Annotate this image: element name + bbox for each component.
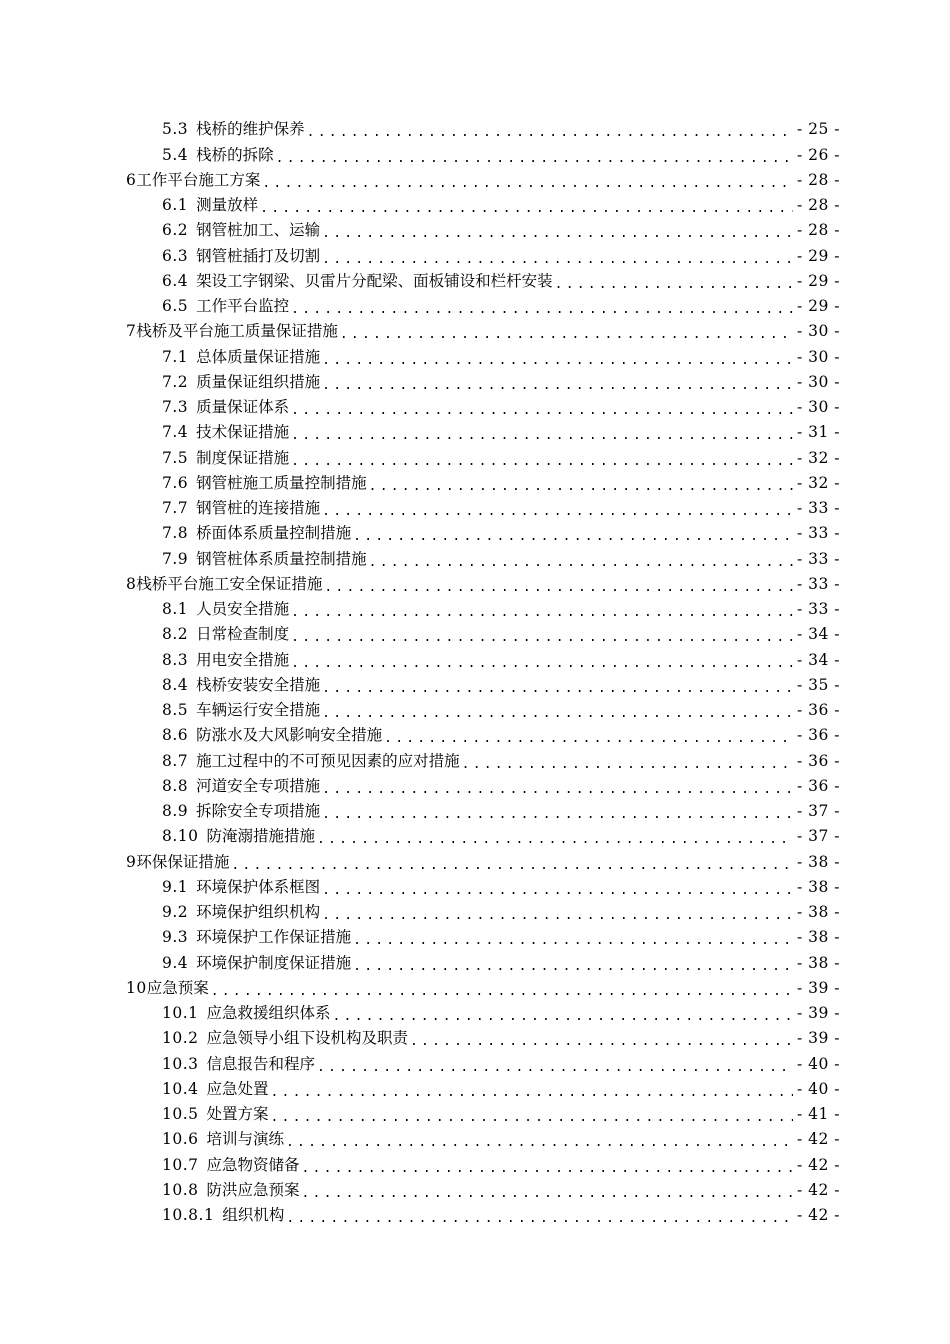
toc-entry-number: 9 bbox=[126, 852, 137, 871]
toc-entry-number: 10.5 bbox=[162, 1105, 199, 1123]
toc-entry-number: 8.4 bbox=[162, 675, 189, 694]
toc-entry-title: 防淹溺措施措施 bbox=[206, 827, 316, 846]
toc-entry-number: 7.2 bbox=[162, 372, 189, 391]
toc-entry-page-number: - 33 - bbox=[796, 549, 840, 568]
toc-entry-title: 桥面体系质量控制措施 bbox=[196, 524, 352, 543]
toc-entry-title: 河道安全专项措施 bbox=[196, 776, 321, 795]
toc-dot-leader bbox=[211, 983, 793, 1001]
toc-dot-leader bbox=[322, 352, 793, 370]
toc-dot-leader bbox=[276, 150, 793, 168]
toc-section-entry[interactable] bbox=[126, 1127, 840, 1152]
toc-entry-number: 7 bbox=[126, 322, 137, 341]
toc-entry-number: 8 bbox=[126, 574, 137, 593]
toc-entry-number: 6.1 bbox=[162, 196, 189, 214]
toc-entry-number: 8.2 bbox=[162, 625, 189, 644]
toc-entry-number: 7.3 bbox=[162, 398, 189, 416]
toc-entry-title: 质量保证体系 bbox=[196, 398, 290, 416]
toc-section-entry[interactable] bbox=[126, 1077, 840, 1102]
toc-chapter-entry[interactable] bbox=[126, 168, 840, 193]
toc-entry-number: 7.1 bbox=[162, 347, 189, 366]
toc-dot-leader bbox=[286, 1210, 793, 1228]
toc-entry-number: 8.5 bbox=[162, 701, 189, 719]
toc-entry-number: 9.2 bbox=[162, 903, 189, 921]
toc-section-entry[interactable] bbox=[126, 647, 840, 672]
toc-entry-title: 钢管桩施工质量控制措施 bbox=[196, 473, 367, 492]
toc-dot-leader bbox=[340, 326, 793, 344]
toc-dot-leader bbox=[271, 1109, 793, 1127]
toc-section-entry[interactable] bbox=[126, 824, 840, 849]
toc-entry-page-number: - 30 - bbox=[796, 322, 840, 341]
toc-section-entry[interactable] bbox=[126, 1178, 840, 1203]
toc-entry-page-number: - 36 - bbox=[796, 701, 840, 719]
toc-entry-number: 8.8 bbox=[162, 776, 189, 795]
toc-entry-title: 测量放样 bbox=[196, 196, 259, 214]
toc-entry-title: 人员安全措施 bbox=[196, 600, 290, 618]
toc-entry-page-number: - 28 - bbox=[796, 170, 840, 189]
toc-section-entry[interactable] bbox=[126, 748, 840, 773]
toc-entry-number: 8.6 bbox=[162, 726, 189, 745]
toc-entry-page-number: - 38 - bbox=[796, 928, 840, 947]
toc-entry-title: 栈桥的维护保养 bbox=[196, 120, 305, 139]
toc-entry-number: 6.2 bbox=[162, 221, 189, 240]
toc-entry-page-number: - 36 - bbox=[796, 726, 840, 745]
toc-entry-page-number: - 29 - bbox=[796, 246, 840, 265]
toc-entry-page-number: - 36 - bbox=[796, 751, 840, 770]
toc-section-entry[interactable] bbox=[126, 269, 840, 294]
toc-entry-page-number: - 25 - bbox=[796, 120, 840, 139]
table-of-contents bbox=[126, 117, 840, 1228]
toc-entry-number: 9.4 bbox=[162, 953, 189, 972]
toc-entry-page-number: - 28 - bbox=[796, 221, 840, 240]
toc-entry-number: 10.3 bbox=[162, 1054, 199, 1073]
toc-entry-page-number: - 33 - bbox=[796, 574, 840, 593]
toc-entry-title: 制度保证措施 bbox=[196, 448, 290, 467]
toc-entry-page-number: - 29 - bbox=[796, 271, 840, 290]
toc-entry-title: 技术保证措施 bbox=[196, 423, 290, 442]
toc-entry-number: 8.9 bbox=[162, 802, 189, 820]
toc-entry-page-number: - 29 - bbox=[796, 297, 840, 315]
toc-entry-title: 工作平台施工方案 bbox=[136, 170, 261, 189]
toc-section-entry[interactable] bbox=[126, 218, 840, 243]
toc-entry-number: 10 bbox=[126, 978, 147, 997]
toc-dot-leader bbox=[384, 730, 793, 748]
toc-dot-leader bbox=[291, 453, 793, 471]
toc-section-entry[interactable] bbox=[126, 193, 840, 218]
toc-entry-title: 钢管桩加工、运输 bbox=[196, 221, 321, 240]
toc-dot-leader bbox=[369, 478, 793, 496]
toc-section-entry[interactable] bbox=[126, 774, 840, 799]
toc-entry-number: 7.8 bbox=[162, 524, 189, 543]
toc-dot-leader bbox=[410, 1033, 793, 1051]
toc-entry-title: 总体质量保证措施 bbox=[196, 347, 321, 366]
toc-entry-title: 处置方案 bbox=[206, 1105, 269, 1123]
toc-entry-number: 9.1 bbox=[162, 877, 189, 896]
toc-entry-page-number: - 26 - bbox=[796, 145, 840, 164]
toc-entry-title: 质量保证组织措施 bbox=[196, 372, 321, 391]
toc-dot-leader bbox=[317, 831, 793, 849]
toc-entry-title: 日常检查制度 bbox=[196, 625, 290, 644]
toc-entry-number: 5.3 bbox=[162, 120, 189, 139]
toc-entry-page-number: - 42 - bbox=[796, 1206, 840, 1224]
toc-entry-number: 6.3 bbox=[162, 246, 189, 265]
toc-entry-number: 7.6 bbox=[162, 473, 189, 492]
toc-entry-number: 7.5 bbox=[162, 448, 189, 467]
toc-section-entry[interactable] bbox=[126, 243, 840, 268]
toc-entry-title: 应急处置 bbox=[206, 1079, 269, 1098]
toc-entry-number: 7.4 bbox=[162, 423, 189, 442]
toc-section-entry[interactable] bbox=[126, 496, 840, 521]
toc-dot-leader bbox=[462, 756, 793, 774]
toc-entry-title: 用电安全措施 bbox=[196, 650, 290, 669]
toc-entry-number: 9.3 bbox=[162, 928, 189, 947]
toc-entry-page-number: - 30 - bbox=[796, 398, 840, 416]
toc-dot-leader bbox=[302, 1160, 793, 1178]
toc-section-entry[interactable] bbox=[126, 673, 840, 698]
toc-section-entry[interactable] bbox=[126, 546, 840, 571]
toc-dot-leader bbox=[302, 1185, 793, 1203]
toc-section-entry[interactable] bbox=[126, 875, 840, 900]
toc-entry-page-number: - 40 - bbox=[796, 1079, 840, 1098]
toc-entry-page-number: - 40 - bbox=[796, 1054, 840, 1073]
toc-entry-page-number: - 38 - bbox=[796, 903, 840, 921]
toc-entry-title: 环境保护工作保证措施 bbox=[196, 928, 352, 947]
toc-entry-page-number: - 36 - bbox=[796, 776, 840, 795]
toc-dot-leader bbox=[260, 200, 793, 218]
toc-entry-title: 车辆运行安全措施 bbox=[196, 701, 321, 719]
toc-entry-number: 6 bbox=[126, 170, 137, 189]
toc-entry-page-number: - 32 - bbox=[796, 473, 840, 492]
toc-entry-title: 防涨水及大风影响安全措施 bbox=[196, 726, 383, 745]
toc-section-entry[interactable] bbox=[126, 344, 840, 369]
toc-section-entry[interactable] bbox=[126, 370, 840, 395]
toc-dot-leader bbox=[324, 579, 793, 597]
toc-entry-title: 钢管桩插打及切割 bbox=[196, 246, 321, 265]
toc-dot-leader bbox=[291, 427, 793, 445]
toc-entry-page-number: - 33 - bbox=[796, 499, 840, 517]
toc-entry-page-number: - 32 - bbox=[796, 448, 840, 467]
toc-entry-title: 工作平台监控 bbox=[196, 297, 290, 315]
toc-entry-page-number: - 39 - bbox=[796, 1029, 840, 1048]
toc-entry-page-number: - 39 - bbox=[796, 1004, 840, 1022]
toc-entry-page-number: - 31 - bbox=[796, 423, 840, 442]
toc-entry-number: 6.5 bbox=[162, 297, 189, 315]
toc-entry-page-number: - 39 - bbox=[796, 978, 840, 997]
toc-chapter-entry[interactable] bbox=[126, 319, 840, 344]
toc-dot-leader bbox=[322, 251, 793, 269]
toc-entry-page-number: - 38 - bbox=[796, 852, 840, 871]
toc-entry-page-number: - 28 - bbox=[796, 196, 840, 214]
toc-entry-title: 应急救援组织体系 bbox=[206, 1004, 331, 1022]
toc-entry-page-number: - 38 - bbox=[796, 877, 840, 896]
toc-entry-title: 培训与演练 bbox=[206, 1130, 285, 1149]
toc-section-entry[interactable] bbox=[126, 420, 840, 445]
toc-section-entry[interactable] bbox=[126, 799, 840, 824]
toc-entry-page-number: - 34 - bbox=[796, 625, 840, 644]
toc-entry-number: 7.7 bbox=[162, 499, 189, 517]
toc-dot-leader bbox=[322, 781, 793, 799]
toc-entry-page-number: - 33 - bbox=[796, 524, 840, 543]
toc-dot-leader bbox=[322, 503, 793, 521]
toc-dot-leader bbox=[322, 882, 793, 900]
toc-section-entry[interactable] bbox=[126, 597, 840, 622]
toc-dot-leader bbox=[353, 932, 793, 950]
toc-dot-leader bbox=[271, 1084, 793, 1102]
toc-dot-leader bbox=[353, 958, 793, 976]
toc-dot-leader bbox=[231, 857, 793, 875]
toc-entry-title: 架设工字钢梁、贝雷片分配梁、面板铺设和栏杆安装 bbox=[196, 271, 553, 290]
toc-section-entry[interactable] bbox=[126, 1001, 840, 1026]
toc-entry-page-number: - 38 - bbox=[796, 953, 840, 972]
toc-entry-title: 钢管桩体系质量控制措施 bbox=[196, 549, 367, 568]
toc-entry-title: 防洪应急预案 bbox=[206, 1180, 300, 1199]
toc-section-entry[interactable] bbox=[126, 1102, 840, 1127]
toc-section-entry[interactable] bbox=[126, 1026, 840, 1051]
toc-entry-title: 信息报告和程序 bbox=[206, 1054, 316, 1073]
toc-chapter-entry[interactable] bbox=[126, 976, 840, 1001]
toc-entry-title: 栈桥安装安全措施 bbox=[196, 675, 321, 694]
toc-dot-leader bbox=[322, 680, 793, 698]
toc-entry-title: 组织机构 bbox=[222, 1206, 285, 1224]
toc-dot-leader bbox=[322, 705, 793, 723]
toc-section-entry[interactable] bbox=[126, 117, 840, 142]
toc-entry-page-number: - 42 - bbox=[796, 1155, 840, 1174]
toc-entry-title: 环保保证措施 bbox=[136, 852, 230, 871]
toc-section-entry[interactable] bbox=[126, 1051, 840, 1076]
toc-dot-leader bbox=[291, 655, 793, 673]
toc-dot-leader bbox=[262, 175, 793, 193]
toc-entry-number: 6.4 bbox=[162, 271, 189, 290]
toc-entry-title: 应急预案 bbox=[146, 978, 209, 997]
toc-entry-title: 栈桥的拆除 bbox=[196, 145, 274, 164]
toc-section-entry[interactable] bbox=[126, 950, 840, 975]
toc-entry-page-number: - 30 - bbox=[796, 347, 840, 366]
toc-dot-leader bbox=[307, 124, 793, 142]
toc-dot-leader bbox=[353, 528, 793, 546]
toc-entry-number: 8.1 bbox=[162, 600, 189, 618]
toc-entry-page-number: - 37 - bbox=[796, 827, 840, 846]
toc-entry-title: 拆除安全专项措施 bbox=[196, 802, 321, 820]
toc-dot-leader bbox=[322, 907, 793, 925]
toc-entry-title: 环境保护体系框图 bbox=[196, 877, 321, 896]
toc-entry-page-number: - 35 - bbox=[796, 675, 840, 694]
toc-entry-page-number: - 42 - bbox=[796, 1180, 840, 1199]
toc-entry-page-number: - 41 - bbox=[796, 1105, 840, 1123]
toc-section-entry[interactable] bbox=[126, 723, 840, 748]
toc-entry-number: 8.7 bbox=[162, 751, 189, 770]
toc-dot-leader bbox=[291, 629, 793, 647]
toc-chapter-entry[interactable] bbox=[126, 572, 840, 597]
toc-section-entry[interactable] bbox=[126, 1203, 840, 1228]
toc-entry-page-number: - 42 - bbox=[796, 1130, 840, 1149]
toc-chapter-entry[interactable] bbox=[126, 849, 840, 874]
toc-entry-number: 8.3 bbox=[162, 650, 189, 669]
toc-entry-number: 10.1 bbox=[162, 1004, 199, 1022]
toc-entry-title: 施工过程中的不可预见因素的应对措施 bbox=[196, 751, 460, 770]
toc-entry-number: 10.4 bbox=[162, 1079, 199, 1098]
toc-entry-number: 7.9 bbox=[162, 549, 189, 568]
toc-entry-title: 环境保护组织机构 bbox=[196, 903, 321, 921]
toc-entry-title: 环境保护制度保证措施 bbox=[196, 953, 352, 972]
toc-dot-leader bbox=[555, 276, 793, 294]
toc-dot-leader bbox=[333, 1008, 793, 1026]
toc-section-entry[interactable] bbox=[126, 622, 840, 647]
toc-section-entry[interactable] bbox=[126, 294, 840, 319]
toc-entry-number: 10.2 bbox=[162, 1029, 199, 1048]
toc-dot-leader bbox=[322, 806, 793, 824]
toc-section-entry[interactable] bbox=[126, 142, 840, 167]
toc-section-entry[interactable] bbox=[126, 471, 840, 496]
toc-dot-leader bbox=[317, 1059, 793, 1077]
toc-entry-title: 应急物资储备 bbox=[206, 1155, 300, 1174]
toc-dot-leader bbox=[286, 1134, 793, 1152]
toc-dot-leader bbox=[291, 402, 793, 420]
toc-entry-page-number: - 30 - bbox=[796, 372, 840, 391]
toc-entry-title: 应急领导小组下设机构及职责 bbox=[206, 1029, 409, 1048]
toc-entry-title: 栈桥及平台施工质量保证措施 bbox=[136, 322, 338, 341]
toc-dot-leader bbox=[291, 604, 793, 622]
toc-section-entry[interactable] bbox=[126, 1152, 840, 1177]
toc-section-entry[interactable] bbox=[126, 445, 840, 470]
toc-entry-number: 5.4 bbox=[162, 145, 189, 164]
toc-entry-title: 栈桥平台施工安全保证措施 bbox=[136, 574, 323, 593]
toc-entry-number: 10.8.1 bbox=[162, 1206, 215, 1224]
toc-entry-page-number: - 37 - bbox=[796, 802, 840, 820]
toc-entry-number: 10.6 bbox=[162, 1130, 199, 1149]
toc-dot-leader bbox=[369, 554, 793, 572]
toc-dot-leader bbox=[322, 377, 793, 395]
toc-entry-page-number: - 34 - bbox=[796, 650, 840, 669]
toc-dot-leader bbox=[322, 225, 793, 243]
toc-section-entry[interactable] bbox=[126, 698, 840, 723]
toc-entry-number: 8.10 bbox=[162, 827, 199, 846]
toc-entry-title: 钢管桩的连接措施 bbox=[196, 499, 321, 517]
toc-section-entry[interactable] bbox=[126, 521, 840, 546]
toc-entry-page-number: - 33 - bbox=[796, 600, 840, 618]
toc-section-entry[interactable] bbox=[126, 900, 840, 925]
toc-section-entry[interactable] bbox=[126, 395, 840, 420]
toc-dot-leader bbox=[291, 301, 793, 319]
toc-section-entry[interactable] bbox=[126, 925, 840, 950]
toc-entry-number: 10.7 bbox=[162, 1155, 199, 1174]
toc-entry-number: 10.8 bbox=[162, 1180, 199, 1199]
